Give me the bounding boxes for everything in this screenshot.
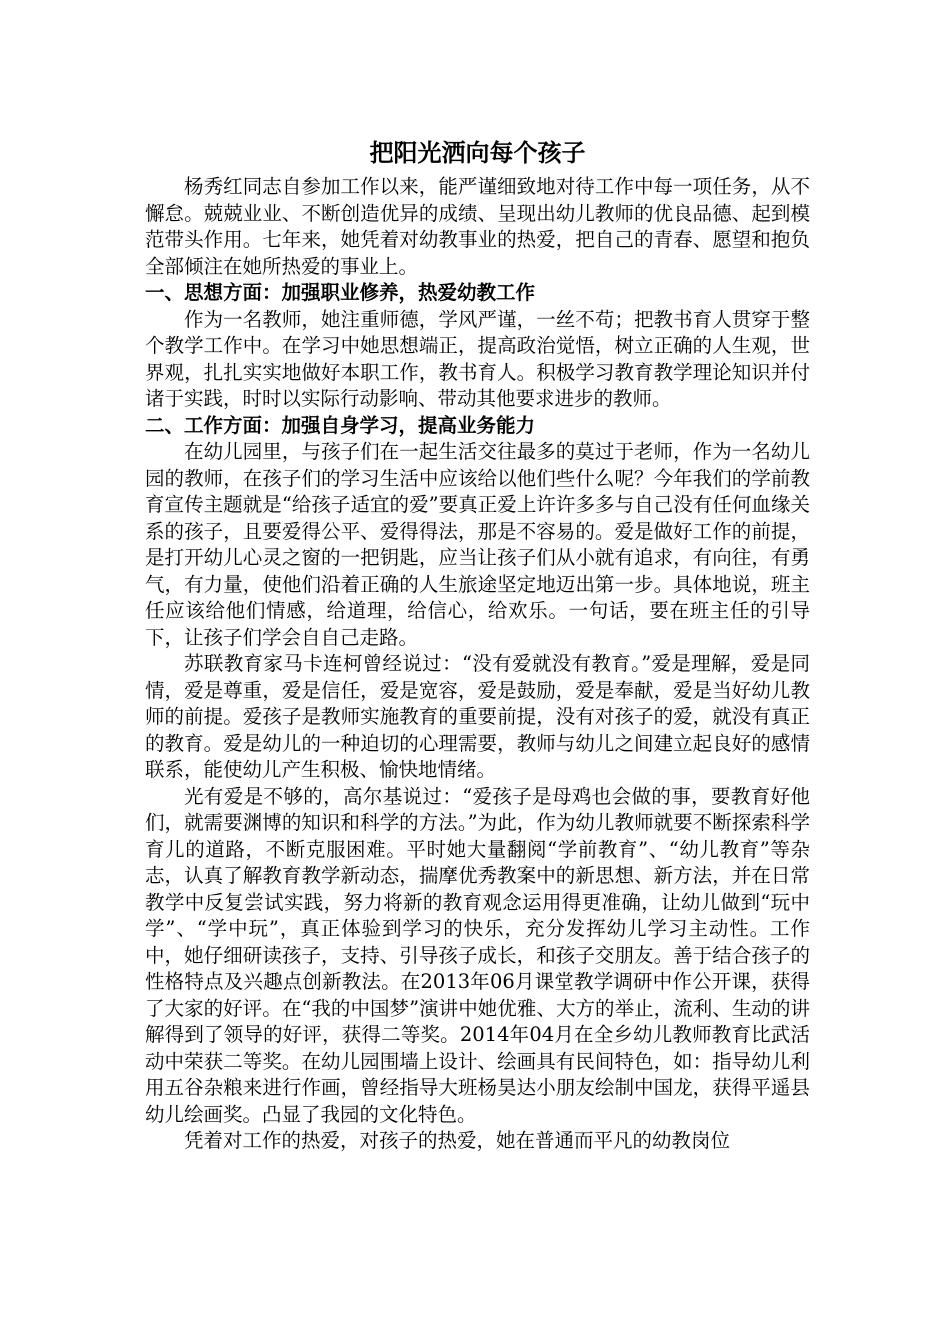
section-heading-ideology: 一、思想方面：加强职业修养，热爱幼教工作	[145, 281, 536, 304]
intro-paragraph: 杨秀红同志自参加工作以来，能严谨细致地对待工作中每一项任务，从不懈怠。兢兢业业、不断创造优异的成绩、呈现出幼儿教师的优良品德、起到模范带头作用。七年来，她凭着对幼教事业的热爱，把自己的青春、愿望和抱负全部倾注在她所热爱的事业上。	[145, 175, 810, 278]
section2-paragraph: 凭着对工作的热爱，对孩子的热爱，她在普通而平凡的幼教岗位	[184, 1129, 731, 1152]
section2-paragraph: 苏联教育家马卡连柯曾经说过：“没有爱就没有教育。”爱是理解，爱是同情，爱是尊重，爱是信任，爱是宽容，爱是鼓励，爱是奉献，爱是当好幼儿教师的前提。爱孩子是教师实施教育的重要前提，没有对孩子的爱，就没有真正的教育。爱是幼儿的一种迫切的心理需要，教师与幼儿之间建立起良好的感情联系，能使幼儿产生积极、愉快地情绪。	[145, 652, 810, 781]
document-title: 把阳光洒向每个孩子	[369, 139, 586, 167]
document-page	[145, 136, 810, 1155]
section1-paragraph: 作为一名教师，她注重师德，学风严谨，一丝不苟；把教书育人贯穿于整个教学工作中。在学习中她思想端正，提高政治觉悟，树立正确的人生观，世界观，扎扎实实地做好本职工作，教书育人。积极学习教育教学理论知识并付诸于实践，时时以实际行动影响、带动其他要求进步的教师。	[145, 307, 810, 410]
section2-paragraph: 光有爱是不够的，高尔基说过：“爱孩子是母鸡也会做的事，要教育好他们，就需要渊博的知识和科学的方法。”为此，作为幼儿教师就要不断探索科学育儿的道路，不断克服困难。平时她大量翻阅“学前教育”、“幼儿教育”等杂志，认真了解教育教学新动态，揣摩优秀教案中的新思想、新方法，并在日常教学中反复尝试实践，努力将新的教育观念运用得更准确，让幼儿做到“玩中学”、“学中玩”，真正体验到学习的快乐，充分发挥幼儿学习主动性。工作中，她仔细研读孩子，支持、引导孩子成长，和孩子交朋友。善于结合孩子的性格特点及兴趣点创新教法。在2013年06月课堂教学调研中作公开课，获得了大家的好评。在“我的中国梦”演讲中她优雅、大方的举止，流利、生动的讲解得到了领导的好评，获得二等奖。2014年04月在全乡幼儿教师教育比武活动中荣获二等奖。在幼儿园围墙上设计、绘画具有民间特色，如：指导幼儿利用五谷杂粮来进行作画，曾经指导大班杨昊达小朋友绘制中国龙，获得平遥县幼儿绘画奖。凸显了我园的文化特色。	[145, 784, 810, 1126]
section2-paragraph: 在幼儿园里，与孩子们在一起生活交往最多的莫过于老师，作为一名幼儿园的教师，在孩子们的学习生活中应该给以他们些什么呢？今年我们的学前教育宣传主题就是“给孩子适宜的爱”要真正爱上许许多多与自己没有任何血缘关系的孩子，且要爱得公平、爱得得法，那是不容易的。爱是做好工作的前提，是打开幼儿心灵之窗的一把钥匙，应当让孩子们从小就有追求，有向往，有勇气，有力量，使他们沿着正确的人生旅途坚定地迈出第一步。具体地说，班主任应该给他们情感，给道理，给信心，给欢乐。一句话，要在班主任的引导下，让孩子们学会自自己走路。	[145, 440, 810, 649]
section-heading-work: 二、工作方面：加强自身学习，提高业务能力	[145, 413, 536, 437]
